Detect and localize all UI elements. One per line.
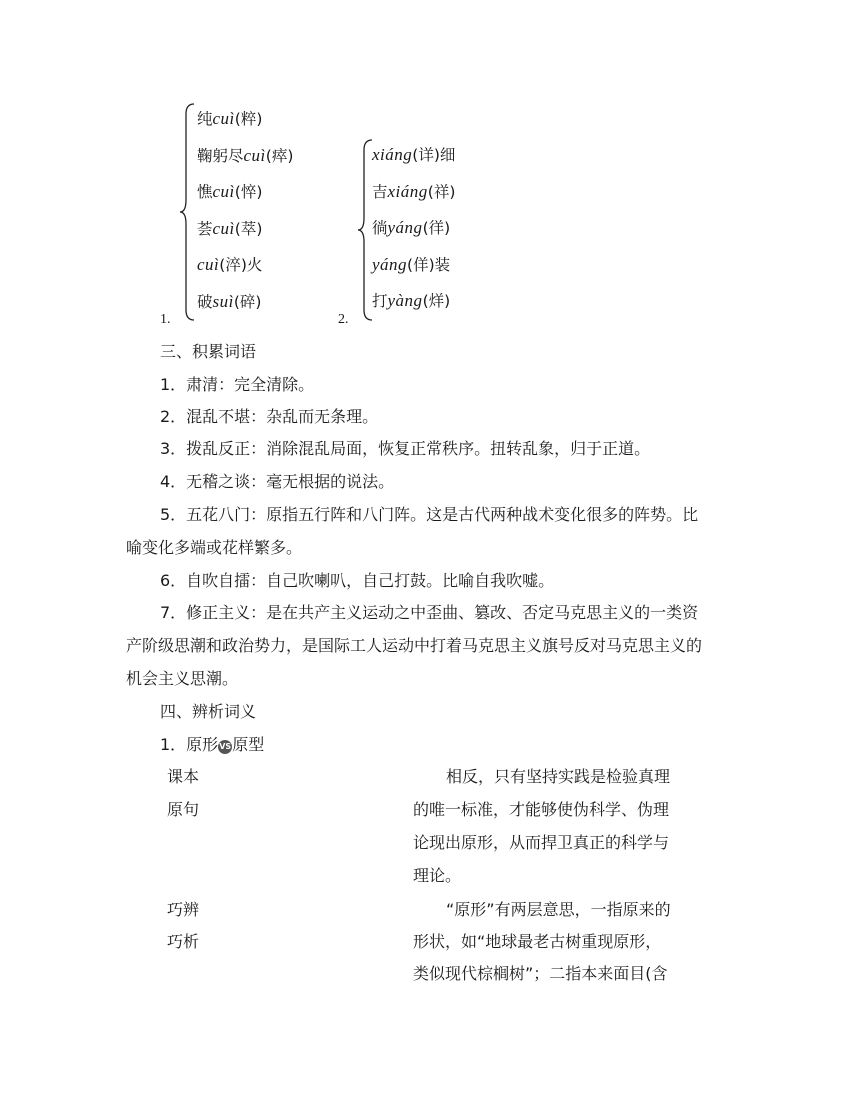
pinyin: cuì: [197, 255, 220, 274]
char-prefix: 纯: [197, 110, 213, 128]
list-item: 1．肃清：完全清除。: [160, 375, 315, 394]
group-2-number: 2.: [338, 312, 349, 327]
row-text: 类似现代棕榈树”；二指本来面目(含: [413, 964, 668, 983]
pinyin: cuì: [243, 145, 266, 165]
char-suffix: (烊): [422, 292, 451, 310]
pinyin-item: [372, 182, 455, 202]
list-item: 2．混乱不堪：杂乱而无条理。: [160, 407, 379, 426]
char-prefix: 憔: [197, 183, 213, 201]
group-1-number: 1.: [160, 312, 171, 327]
pinyin: xiáng: [387, 181, 428, 201]
row-text: 相反，只有坚持实践是检验真理: [446, 767, 671, 786]
pinyin-item: [372, 145, 455, 165]
pinyin-item: [197, 146, 293, 166]
char-suffix: (淬)火: [219, 256, 263, 274]
word-1: 1．原形: [160, 735, 219, 754]
char-prefix: 荟: [197, 219, 213, 238]
row-label: 巧辨: [167, 900, 200, 919]
pinyin: cuì: [212, 182, 235, 201]
pinyin-item: [197, 292, 261, 312]
char-suffix: (碎): [233, 292, 262, 311]
pinyin: yàng: [387, 291, 423, 310]
row-text: 论现出原形，从而捍卫真正的科学与: [413, 833, 670, 852]
word-2: 原型: [232, 735, 265, 754]
pinyin-item: [372, 291, 450, 311]
pinyin-item: [197, 255, 262, 275]
list-item-continuation: 产阶级思潮和政治势力，是国际工人运动中打着马克思主义旗号反对马克思主义的: [126, 636, 703, 655]
char-suffix: (瘁): [265, 146, 294, 165]
pinyin-item: [197, 182, 262, 202]
list-item: 6．自吹自擂：自己吹喇叭，自己打鼓。比喻自我吹嘘。: [160, 571, 555, 590]
section-4-heading: 四、辨析词义: [160, 702, 257, 721]
list-item-continuation: 喻变化多端或花样繁多。: [126, 538, 303, 557]
pinyin: cuì: [212, 109, 235, 128]
char-suffix: (佯)装: [407, 255, 451, 274]
char-suffix: (粹): [234, 110, 263, 128]
vs-icon: VS: [218, 740, 232, 754]
left-brace: [178, 102, 196, 322]
char-prefix: 破: [197, 292, 213, 311]
char-prefix: 徜: [372, 219, 388, 237]
list-item: 4．无稽之谈：毫无根据的说法。: [160, 472, 395, 491]
pinyin-item: [372, 218, 450, 238]
char-suffix: (悴): [234, 183, 263, 201]
row-text: 理论。: [413, 866, 462, 885]
section-3-heading: 三、积累词语: [160, 342, 257, 361]
pinyin-item: [197, 219, 262, 239]
pinyin: suì: [212, 291, 234, 311]
row-label: 原句: [167, 800, 200, 819]
char-prefix: 鞠躬尽: [197, 146, 244, 165]
char-suffix: (详)细: [412, 146, 456, 164]
char-prefix: 吉: [372, 182, 388, 201]
row-text: 形状，如“地球最老古树重现原形，: [413, 932, 662, 951]
row-label: 巧析: [167, 932, 200, 951]
char-suffix: (萃): [234, 219, 263, 238]
list-item-continuation: 机会主义思潮。: [126, 669, 239, 688]
char-suffix: (徉): [422, 219, 451, 237]
row-text: “原形”有两层意思，一指原来的: [446, 900, 671, 919]
row-label: 课本: [167, 767, 200, 786]
pinyin: yáng: [387, 218, 423, 237]
char-suffix: (祥): [427, 182, 456, 201]
char-prefix: 打: [372, 292, 388, 310]
pinyin-item: [197, 109, 262, 129]
row-text: 的唯一标准，才能够使伪科学、伪理: [413, 800, 670, 819]
pinyin: xiáng: [372, 145, 413, 164]
pinyin-item: [372, 255, 450, 275]
pinyin: cuì: [212, 218, 235, 238]
list-item: 3．拨乱反正：消除混乱局面，恢复正常秩序。扭转乱象，归于正道。: [160, 439, 651, 458]
list-item: 5．五花八门：原指五行阵和八门阵。这是古代两种战术变化很多的阵势。比: [160, 505, 699, 524]
pinyin: yáng: [372, 254, 408, 274]
list-item: 7．修正主义：是在共产主义运动之中歪曲、篡改、否定马克思主义的一类资: [160, 603, 699, 622]
word-pair-title: [160, 734, 264, 756]
